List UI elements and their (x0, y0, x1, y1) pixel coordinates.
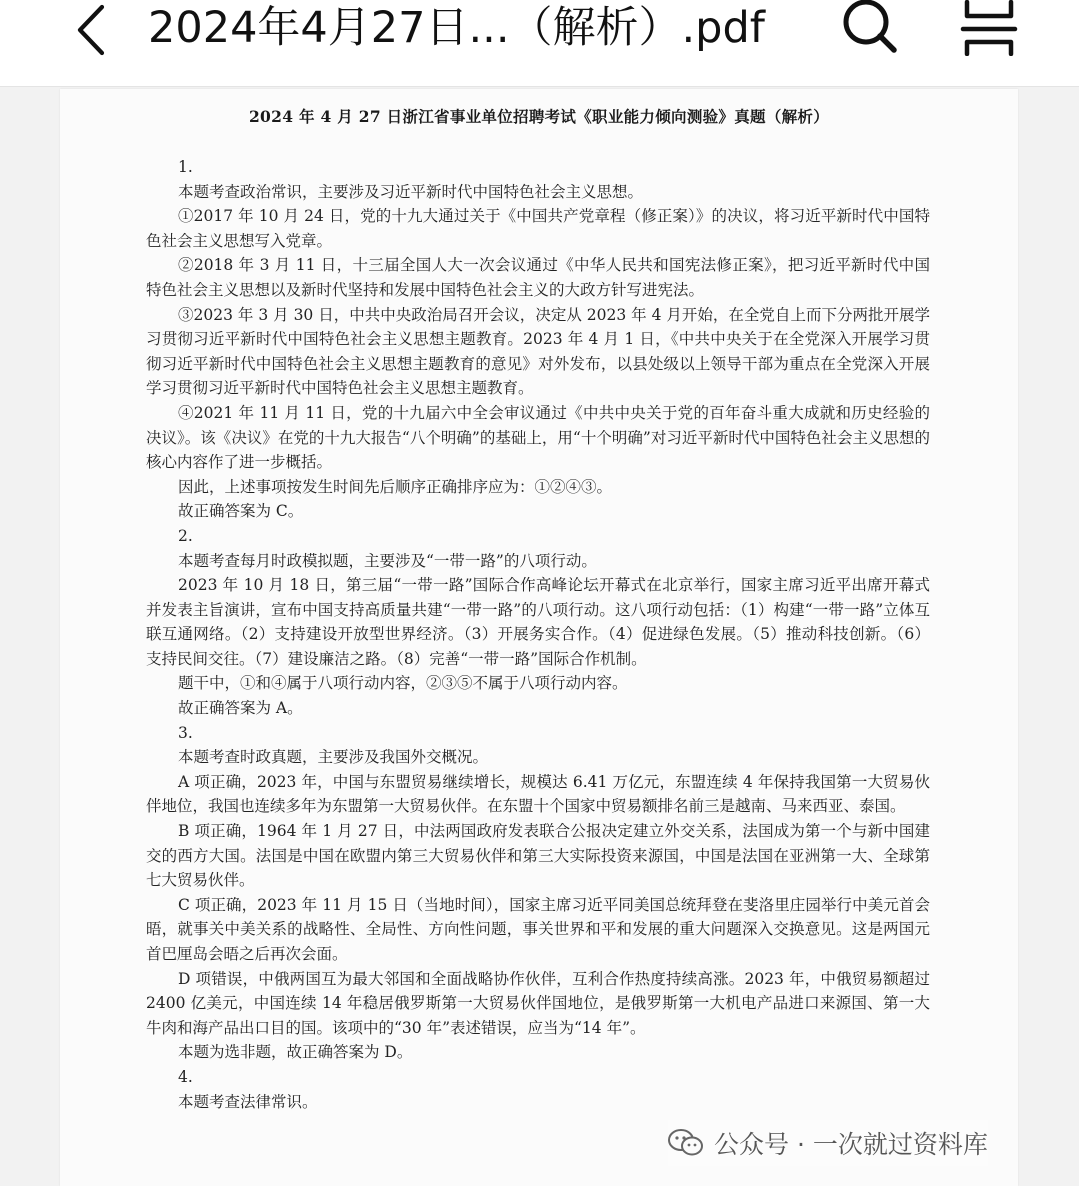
paragraph: 1. (178, 158, 193, 176)
back-button[interactable] (60, 2, 120, 58)
split-view-icon (959, 0, 1019, 56)
paragraph: A 项正确，2023 年，中国与东盟贸易继续增长，规模达 6.41 万亿元，东盟连续 4 年保持我国第一大贸易伙伴地位，我国也连续多年为东盟第一大贸易伙伴。在东盟十个国家中贸易额排名前三是越南、马来西亚、泰国。 (146, 772, 930, 816)
paragraph: 3. (178, 723, 193, 742)
document-body (146, 155, 930, 1114)
paragraph: 本题为选非题，故正确答案为 D。 (178, 1043, 413, 1062)
paragraph: 本题考查政治常识，主要涉及习近平新时代中国特色社会主义思想。 (178, 182, 644, 201)
paragraph: ①2017 年 10 月 24 日，党的十九大通过关于《中国共产党章程（修正案）》的决议，将习近平新时代中国特色社会主义思想写入党章。 (146, 207, 930, 250)
watermark-text: 公众号 · 一次就过资料库 (714, 1130, 988, 1159)
paragraph: ②2018 年 3 月 11 日，十三届全国人大一次会议通过《中华人民共和国宪法修正案》，把习近平新时代中国特色社会主义思想以及新时代坚持和发展中国特色社会主义的大政方针写进宪法。 (146, 256, 930, 299)
paragraph: 4. (178, 1067, 193, 1086)
document-title: 2024 年 4 月 27 日浙江省事业单位招聘考试《职业能力倾向测验》真题（解析） (248, 107, 830, 126)
wechat-icon (668, 1128, 704, 1158)
paragraph: 2023 年 10 月 18 日，第三届“一带一路”国际合作高峰论坛开幕式在北京举行，国家主席习近平出席开幕式并发表主旨演讲，宣布中国支持高质量共建“一带一路”的八项行动。这八项行动包括：（1）构建“一带一路”立体互联互通网络。（2）支持建设开放型世界经济。（3）开展务实合作。（4）促进绿色发展。（5）推动科技创新。（6）支持民间交往。（7）建设廉洁之路。（8）完善“一带一路”国际合作机制。 (146, 576, 930, 668)
paragraph: 本题考查每月时政模拟题，主要涉及“一带一路”的八项行动。 (178, 551, 597, 570)
paragraph: B 项正确，1964 年 1 月 27 日，中法两国政府发表联合公报决定建立外交关系，法国成为第一个与新中国建交的西方大国。法国是中国在欧盟内第三大贸易伙伴和第三大实际投资来源国，中国是法国在亚洲第一大、全球第七大贸易伙伴。 (146, 822, 930, 890)
paragraph: 故正确答案为 A。 (178, 699, 303, 718)
paragraph: D 项错误，中俄两国互为最大邻国和全面战略协作伙伴，互利合作热度持续高涨。2023 年，中俄贸易额超过 2400 亿美元，中国连续 14 年稳居俄罗斯第一大贸易伙伴国地位，是俄罗斯第一大机电产品进口来源国、第一大牛肉和海产品出口目的国。该项中的“30 年”表述错误，应当为“14 年”。 (146, 969, 930, 1037)
view-mode-button[interactable] (954, 0, 1024, 56)
search-icon (838, 0, 900, 56)
file-title: 2024年4月27日...（解析）.pdf (148, 3, 765, 53)
paragraph: ④2021 年 11 月 11 日，党的十九届六中全会审议通过《中共中央关于党的百年奋斗重大成就和历史经验的决议》。该《决议》在党的十九大报告“八个明确”的基础上，用“十个明确”对习近平新时代中国特色社会主义思想的核心内容作了进一步概括。 (146, 403, 930, 472)
paragraph: ③2023 年 3 月 30 日，中共中央政治局召开会议，决定从 2023 年 4 月开始，在全党自上而下分两批开展学习贯彻习近平新时代中国特色社会主义思想主题教育。2023 年 4 月 1 日，《中共中央关于在全党深入开展学习贯彻习近平新时代中国特色社会主义思想主题教育的意见》对外发布，以县处级以上领导干部为重点在全党深入开展学习贯彻习近平新时代中国特色社会主义思想主题教育。 (146, 305, 930, 398)
paragraph: 因此，上述事项按发生时间先后顺序正确排序应为：①②④③。 (178, 477, 613, 496)
paragraph: 2. (178, 526, 193, 545)
paragraph: 故正确答案为 C。 (178, 502, 304, 521)
chevron-left-icon (70, 4, 110, 56)
paragraph: 题干中，①和④属于八项行动内容，②③⑤不属于八项行动内容。 (178, 674, 628, 693)
search-button[interactable] (836, 0, 902, 56)
paragraph: 本题考查时政真题，主要涉及我国外交概况。 (178, 748, 489, 767)
top-bar (0, 0, 1079, 87)
pdf-page[interactable] (60, 89, 1018, 1186)
paragraph: 本题考查法律常识。 (178, 1092, 318, 1111)
watermark (668, 1120, 988, 1166)
paragraph: C 项正确，2023 年 11 月 15 日（当地时间），国家主席习近平同美国总统拜登在斐洛里庄园举行中美元首会晤，就事关中美关系的战略性、全局性、方向性问题，事关世界和平和发展的重大问题深入交换意见。这是两国元首巴厘岛会晤之后再次会面。 (146, 895, 930, 963)
